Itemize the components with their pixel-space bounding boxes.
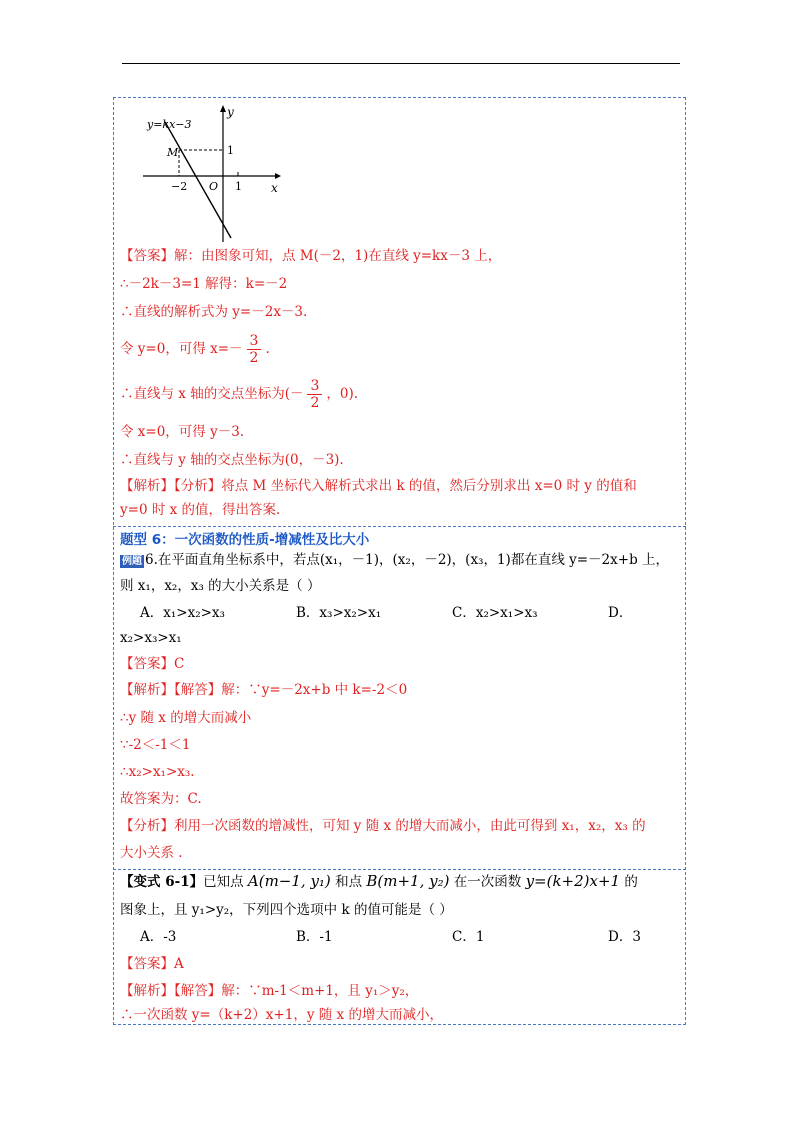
var61-point-a: A(m−1, y₁) [247, 872, 331, 890]
graph-point-label: M [167, 146, 179, 159]
var61-stem-line2: 图象上，且 y₁>y₂，下列四个选项中 k 的值可能是（ ） [120, 902, 453, 918]
type6-solution-line5: 故答案为：C. [120, 791, 202, 807]
graph-curve-label: y=kx−3 [147, 118, 192, 131]
function-graph [143, 102, 283, 242]
section-divider-2 [113, 869, 686, 870]
graph-tick-1y: 1 [227, 144, 234, 157]
type6-analysis-line2: 大小关系 . [120, 845, 183, 861]
graph-tick-neg2: −2 [171, 180, 188, 193]
graph-x-label: x [271, 181, 278, 195]
var61-stem-line1 [120, 871, 638, 892]
type6-option-d: D． [608, 605, 633, 621]
type6-option-a: A．x₁>x₂>x₃ [140, 605, 225, 621]
graph-origin-label: O [209, 180, 219, 193]
example-badge: 例题 [122, 556, 142, 567]
q5-l4-den: 2 [249, 350, 259, 366]
type6-solution-line2: ∴y 随 x 的增大而减小 [120, 710, 252, 726]
var61-in-fn: 在一次函数 [453, 874, 522, 890]
type6-solution-line1: 【解析】【解答】解：∵y=－2x+b 中 k=-2＜0 [120, 682, 408, 698]
section-divider [113, 526, 686, 527]
var61-answer: 【答案】A [120, 956, 184, 972]
type6-stem-text: 6.在平面直角坐标系中，若点(x₁，－1)，(x₂，－2)，(x₃，1)都在直线 y=－2x+b 上， [145, 552, 670, 568]
q5-l5-pre: ∴直线与 x 轴的交点坐标为(－ [120, 386, 304, 402]
header-rule [122, 63, 680, 64]
q5-l4-num: 3 [247, 333, 262, 350]
q5-l5-post: ，0). [326, 386, 359, 402]
q5-analysis-line2: y=0 时 x 的值，得出答案. [120, 502, 281, 518]
var61-solution-line2: ∴一次函数 y=（k+2）x+1，y 随 x 的增大而减小， [120, 1007, 443, 1023]
q5-answer-line4 [120, 333, 270, 366]
q5-answer-line1: 【答案】解：由图象可知，点 M(－2，1)在直线 y=kx－3 上， [120, 248, 502, 264]
type6-stem-line1 [120, 550, 669, 570]
q5-l4-fraction [247, 333, 262, 366]
type6-option-c: C．x₂>x₁>x₃ [452, 605, 538, 621]
var61-and: 和点 [335, 874, 363, 890]
q5-l5-den: 2 [310, 395, 320, 411]
q5-analysis-line1: 【解析】【分析】将点 M 坐标代入解析式求出 k 的值，然后分别求出 x=0 时 y 的值和 [120, 478, 637, 494]
type6-heading: 题型 6：一次函数的性质-增减性及比大小 [120, 532, 370, 548]
q5-answer-line2: ∴－2k－3=1 解得：k=－2 [120, 276, 288, 292]
q5-l4-pre: 令 y=0，可得 x=－ [120, 341, 243, 357]
q5-answer-line5 [120, 378, 358, 411]
q5-answer-line7: ∴直线与 y 轴的交点坐标为(0，－3). [120, 452, 344, 468]
graph-tick-1x: 1 [235, 180, 242, 193]
type6-stem-line2: 则 x₁，x₂，x₃ 的大小关系是（ ） [120, 578, 321, 594]
type6-analysis-line1: 【分析】利用一次函数的增减性，可知 y 随 x 的增大而减小，由此可得到 x₁，x₂，x₃ 的 [120, 818, 646, 834]
q5-answer-line6: 令 x=0，可得 y－3. [120, 424, 245, 440]
var61-option-c: C．1 [452, 929, 485, 945]
var61-label: 【变式 6-1】 [120, 874, 204, 890]
q5-l4-post: . [265, 341, 270, 357]
type6-solution-line4: ∴x₂>x₁>x₃. [120, 764, 195, 780]
type6-answer: 【答案】C [120, 656, 185, 672]
var61-stem-a: 已知点 [203, 874, 244, 890]
var61-option-a: A．-3 [140, 929, 177, 945]
q5-l5-fraction [307, 378, 322, 411]
var61-option-b: B．-1 [296, 929, 333, 945]
var61-of: 的 [624, 874, 638, 890]
type6-option-d-cont: x₂>x₃>x₁ [120, 630, 182, 646]
q5-l5-num: 3 [307, 378, 322, 395]
var61-function: y=(k+2)x+1 [525, 872, 621, 890]
var61-point-b: B(m+1, y₂) [366, 872, 450, 890]
var61-solution-line1: 【解析】【解答】解：∵m-1＜m+1，且 y₁＞y₂， [120, 983, 419, 999]
type6-solution-line3: ∵-2＜-1＜1 [120, 737, 191, 753]
var61-option-d: D．3 [608, 929, 641, 945]
type6-option-b: B．x₃>x₂>x₁ [296, 605, 382, 621]
q5-answer-line3: ∴直线的解析式为 y=－2x－3. [120, 304, 308, 320]
graph-y-label: y [227, 105, 234, 119]
